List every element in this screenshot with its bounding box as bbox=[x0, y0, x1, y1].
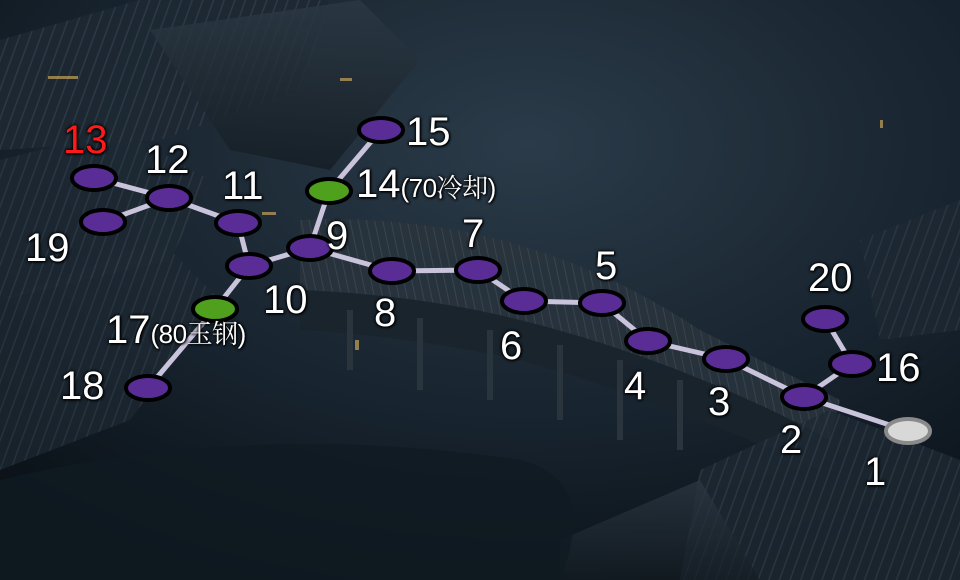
map-node-6[interactable] bbox=[502, 289, 546, 313]
node-label-2 bbox=[780, 420, 802, 460]
node-label-3 bbox=[708, 382, 730, 422]
route-edges bbox=[94, 130, 908, 431]
node-number: 10 bbox=[263, 278, 308, 322]
node-label-15 bbox=[406, 112, 451, 152]
map-node-4[interactable] bbox=[626, 329, 670, 353]
node-number: 2 bbox=[780, 418, 803, 462]
node-number: 14 bbox=[356, 162, 401, 206]
map-node-16[interactable] bbox=[830, 352, 874, 376]
node-label-19 bbox=[25, 228, 70, 268]
node-number: 9 bbox=[326, 214, 349, 258]
map-node-3[interactable] bbox=[704, 347, 748, 371]
map-node-8[interactable] bbox=[370, 259, 414, 283]
node-number: 6 bbox=[500, 324, 523, 368]
node-note: (70冷却) bbox=[400, 173, 496, 203]
node-label-17 bbox=[106, 310, 246, 350]
node-label-5 bbox=[595, 246, 617, 286]
node-note: (80玉钢) bbox=[150, 319, 246, 349]
node-label-16 bbox=[876, 348, 921, 388]
node-number: 8 bbox=[374, 291, 397, 335]
map-node-19[interactable] bbox=[81, 210, 125, 234]
node-label-7 bbox=[462, 214, 484, 254]
route-nodes bbox=[72, 118, 930, 443]
node-number: 4 bbox=[624, 364, 647, 408]
node-label-8 bbox=[374, 293, 396, 333]
node-label-11 bbox=[222, 166, 264, 206]
map-node-18[interactable] bbox=[126, 376, 170, 400]
node-number: 7 bbox=[462, 212, 485, 256]
node-label-4 bbox=[624, 366, 646, 406]
node-label-9 bbox=[326, 216, 348, 256]
map-node-20[interactable] bbox=[803, 307, 847, 331]
node-number: 17 bbox=[106, 308, 151, 352]
node-number: 13 bbox=[63, 118, 108, 162]
node-label-12 bbox=[145, 140, 190, 180]
node-number: 12 bbox=[145, 138, 190, 182]
node-label-13 bbox=[63, 120, 108, 160]
node-label-14 bbox=[356, 164, 496, 204]
map-node-10[interactable] bbox=[227, 254, 271, 278]
map-node-2[interactable] bbox=[782, 385, 826, 409]
node-label-1 bbox=[864, 452, 886, 492]
map-node-1[interactable] bbox=[886, 419, 930, 443]
map-node-15[interactable] bbox=[359, 118, 403, 142]
map-node-5[interactable] bbox=[580, 291, 624, 315]
map-node-11[interactable] bbox=[216, 211, 260, 235]
node-label-20 bbox=[808, 258, 853, 298]
node-label-18 bbox=[60, 366, 105, 406]
node-number: 15 bbox=[406, 110, 451, 154]
node-number: 11 bbox=[222, 164, 264, 208]
node-number: 20 bbox=[808, 256, 853, 300]
map-node-14[interactable] bbox=[307, 179, 351, 203]
node-number: 1 bbox=[864, 450, 887, 494]
node-number: 18 bbox=[60, 364, 105, 408]
node-number: 3 bbox=[708, 380, 731, 424]
map-node-7[interactable] bbox=[456, 258, 500, 282]
node-label-6 bbox=[500, 326, 522, 366]
node-number: 5 bbox=[595, 244, 618, 288]
map-node-13[interactable] bbox=[72, 166, 116, 190]
node-label-10 bbox=[263, 280, 308, 320]
map-node-12[interactable] bbox=[147, 186, 191, 210]
node-number: 16 bbox=[876, 346, 921, 390]
node-number: 19 bbox=[25, 226, 70, 270]
